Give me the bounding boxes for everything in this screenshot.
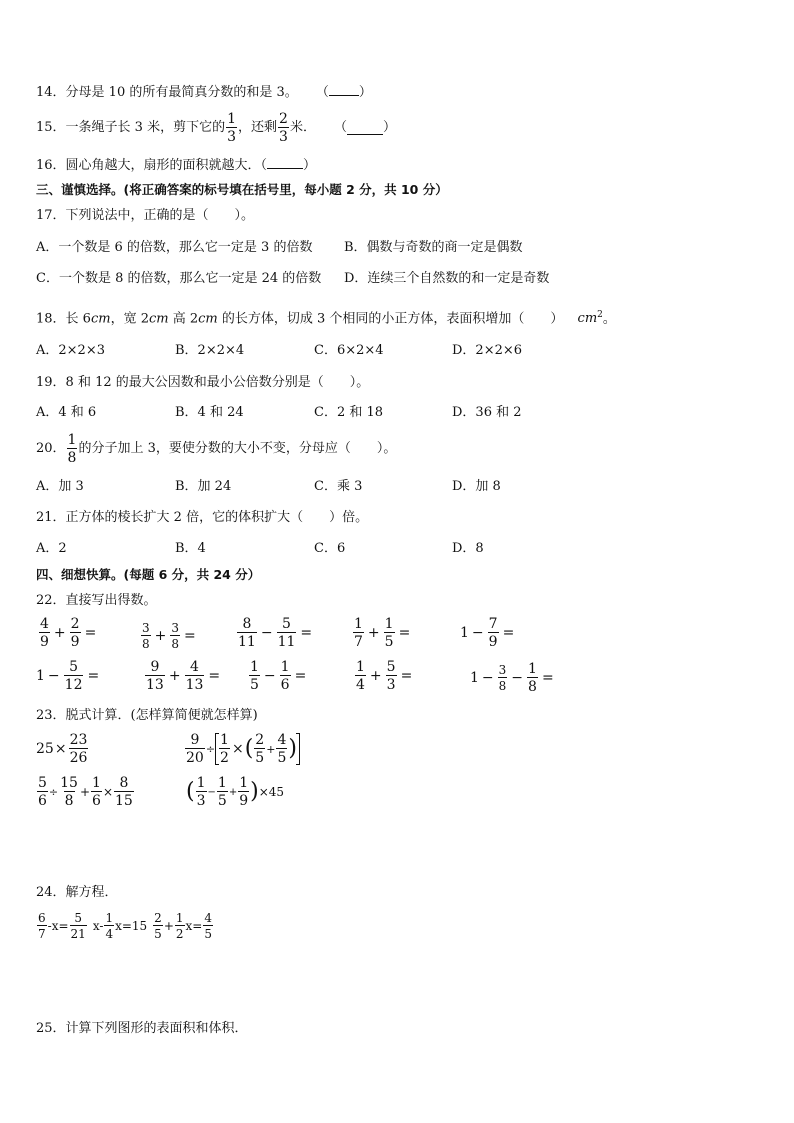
question-20	[36, 433, 396, 465]
q18-part4: 的长方体，切成 3 个相同的小正方体，表面积增加（ ）	[217, 311, 564, 327]
q15-fraction-2: 2 3	[279, 111, 288, 145]
q18-option-b[interactable]: B．2×2×4	[175, 343, 245, 358]
q20-fraction: 1 8	[67, 432, 77, 466]
q22-expr-2-3: 1 5 − $\frac{1}{6}$ =	[250, 659, 307, 693]
q18-option-c[interactable]: C．6×2×4	[314, 343, 384, 358]
q16-answer-blank[interactable]	[267, 156, 303, 169]
q15-part1: 15．一条绳子长 3 米，剪下它的	[36, 120, 226, 135]
q15-part2: ，还剩	[238, 120, 278, 135]
q18-option-d[interactable]: D．2×2×6	[452, 343, 523, 358]
q18-unit-1: cm	[90, 311, 111, 327]
q23-stem: 23．脱式计算．(怎样算简便就怎样算)	[36, 708, 258, 723]
q18-end: 。	[602, 311, 616, 327]
q19-option-d[interactable]: D．36 和 2	[452, 405, 522, 420]
q23-expr-3: $\frac{5}{6}$ ÷ $\frac{15}{8}$ + $\frac{1}{6}$ × $\frac{8}{15}$	[38, 775, 133, 809]
q18-unit-squared: cm	[577, 311, 598, 327]
q24-equations: 6 7 -x= $\frac{5}{21}$ x- 1 4 x=15 2 5 + $\frac{1}{2}$ x= $\frac{4}{5}$	[38, 911, 212, 941]
q24-stem: 24．解方程．	[36, 885, 118, 900]
q16-paren-close: ）	[303, 158, 317, 173]
q22-expr-2-5: 1 − $\frac{3}{8}$ − $\frac{1}{8}$ =	[470, 661, 554, 695]
q23-expr-1: 25 × $\frac{23}{26}$	[36, 732, 88, 766]
q14-paren-open: （	[315, 85, 329, 100]
section-3-title: 三、谨慎选择。(将正确答案的标号填在括号里，每小题 2 分，共 10 分）	[36, 182, 448, 197]
q14-paren-close: ）	[358, 85, 372, 100]
q21-option-b[interactable]: B．4	[175, 541, 206, 556]
q22-expr-2-2: 9 13 + $\frac{4}{13}$ =	[146, 659, 221, 693]
q22-expr-1-3: 8 11 − $\frac{5}{11}$ =	[238, 616, 313, 650]
question-14	[36, 83, 372, 102]
q20-number: 20．	[36, 441, 66, 456]
q19-option-b[interactable]: B．4 和 24	[175, 405, 244, 420]
q19-stem: 19．8 和 12 的最大公因数和最小公倍数分别是（ ）。	[36, 375, 370, 390]
q21-option-a[interactable]: A．2	[36, 541, 67, 556]
q14-answer-blank[interactable]	[329, 83, 359, 96]
q23-square-bracket: $\frac{1}{2}$ × ( 2 5 + $\frac{4}{5}$ )	[215, 733, 300, 765]
q17-option-c[interactable]: C．一个数是 8 的倍数，那么它一定是 24 的倍数	[36, 271, 322, 286]
q22-expr-1-4: 1 7 + $\frac{1}{5}$ =	[354, 616, 411, 650]
q22-expr-1-1: 4 9 + $\frac{2}{9}$ =	[40, 616, 97, 650]
q20-option-a[interactable]: A．加 3	[36, 479, 84, 494]
q22-stem: 22．直接写出得数。	[36, 593, 157, 608]
q15-paren-open: （	[333, 120, 347, 135]
q25-stem: 25．计算下列图形的表面积和体积．	[36, 1021, 248, 1036]
q16-text: 16．圆心角越大，扇形的面积就越大．（	[36, 158, 268, 173]
q21-option-c[interactable]: C．6	[314, 541, 346, 556]
q17-stem: 17．下列说法中，正确的是（ ）。	[36, 208, 255, 223]
q17-option-d[interactable]: D．连续三个自然数的和一定是奇数	[344, 271, 550, 286]
q17-option-b[interactable]: B．偶数与奇数的商一定是偶数	[344, 240, 523, 255]
q18-unit-3: cm	[198, 311, 218, 327]
q21-stem: 21．正方体的棱长扩大 2 倍，它的体积扩大（ ）倍。	[36, 510, 369, 525]
q15-part3: 米．	[289, 120, 316, 135]
q19-option-c[interactable]: C．2 和 18	[314, 405, 384, 420]
section-4-title: 四、细想快算。(每题 6 分，共 24 分）	[36, 567, 261, 582]
q20-option-d[interactable]: D．加 8	[452, 479, 501, 494]
question-18-stem	[36, 306, 616, 328]
q22-expr-2-4: 1 4 + $\frac{5}{3}$ =	[356, 659, 413, 693]
q19-option-a[interactable]: A．4 和 6	[36, 405, 97, 420]
q20-option-b[interactable]: B．加 24	[175, 479, 232, 494]
q23-expr-4: ( 1 3 − $\frac{1}{5}$ + $\frac{1}{9}$ ) ×45	[186, 775, 285, 809]
q22-expr-1-2: 3 8 + $\frac{3}{8}$ =	[142, 621, 196, 651]
q20-option-c[interactable]: C．乘 3	[314, 479, 363, 494]
q18-unit-2: cm	[148, 311, 169, 327]
q22-expr-1-5: 1 − $\frac{7}{9}$ =	[460, 616, 515, 650]
q18-option-a[interactable]: A．2×2×3	[36, 343, 105, 358]
q18-superscript: 2	[597, 310, 603, 320]
q18-part3: 高 2	[168, 311, 199, 327]
q15-answer-blank[interactable]	[347, 122, 383, 135]
q18-part1: 18．长 6	[36, 311, 91, 327]
q23-expr-2: $\frac{9}{20}$ ÷ $\frac{1}{2}$ × ( 2 5 + $\frac{4}{5}$ )	[184, 733, 300, 765]
q15-paren-close: ）	[382, 120, 396, 135]
q22-expr-2-1: 1 − $\frac{5}{12}$ =	[36, 659, 100, 693]
question-16	[36, 156, 316, 175]
q21-option-d[interactable]: D．8	[452, 541, 484, 556]
q20-stem: 的分子加上 3，要使分数的大小不变，分母应（ ）。	[78, 441, 397, 456]
q14-text: 14．分母是 10 的所有最简真分数的和是 3。	[36, 85, 298, 100]
q17-option-a[interactable]: A．一个数是 6 的倍数，那么它一定是 3 的倍数	[36, 240, 313, 255]
q18-part2: ，宽 2	[110, 311, 149, 327]
q15-fraction-1: 1 3	[227, 111, 236, 145]
question-15	[36, 112, 396, 144]
